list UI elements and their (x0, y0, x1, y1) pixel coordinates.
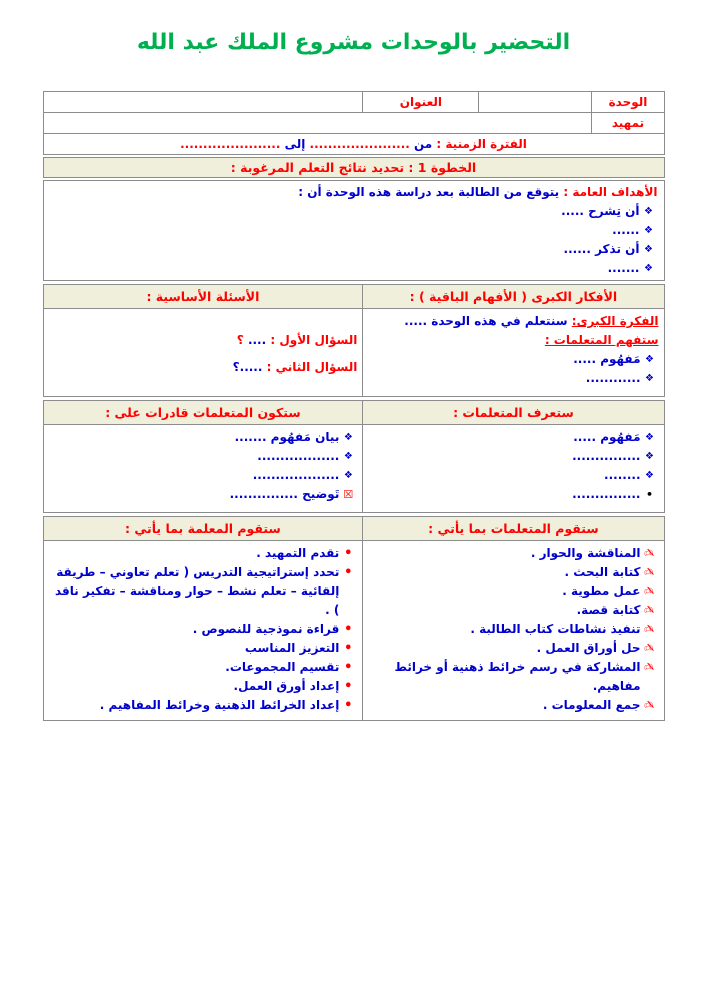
diamond-bullet-icon: ❖ (645, 354, 654, 365)
teacher-do-item (49, 563, 358, 620)
essential-questions-header: الأسئلة الأساسية : (43, 285, 363, 309)
will-know-item (368, 466, 658, 485)
title-value-cell[interactable] (43, 92, 363, 113)
unit-label: الوحدة (592, 92, 664, 113)
teacher-do-item (49, 639, 358, 658)
period-to-blank: ...................... (180, 137, 281, 151)
goal-item (50, 202, 658, 221)
learners-do-item (368, 544, 658, 563)
teacher-do-item (49, 696, 358, 715)
teacher-do-header: ستقوم المعلمة بما يأتي : (43, 517, 363, 541)
big-idea-label: الفكرة الكبرى: (571, 314, 659, 328)
diamond-bullet-icon: ❖ (343, 470, 353, 481)
will-know-body (363, 425, 664, 513)
learners-do-item-text: كتابة قصة. (576, 603, 641, 617)
learners-do-item (368, 582, 658, 601)
learners-do-item-text: جمع المعلومات . (542, 698, 641, 712)
diamond-bullet-icon: ❖ (644, 225, 653, 236)
diamond-bullet-icon: ❖ (343, 451, 353, 462)
goal-item-text: ....... (607, 261, 640, 275)
red-dot-bullet-icon: • (344, 698, 353, 713)
period-to-word: إلى (280, 137, 306, 151)
question-1-label: السؤال الأول : (266, 333, 358, 347)
able-to-item (49, 466, 358, 485)
diamond-bullet-icon: ❖ (644, 263, 653, 274)
time-period-row (43, 134, 664, 155)
will-know-item-text: ............... (572, 449, 641, 463)
question-2-blank: .....؟ (232, 360, 263, 374)
period-label: الفترة الزمنية : (432, 137, 527, 151)
will-know-item-text: ........ (604, 468, 641, 482)
diamond-bullet-icon: ❖ (645, 432, 654, 443)
teacher-do-item-text: تحدد إستراتيجية التدريس ( تعلم تعاوني – طريقة إلقائية – تعلم نشط – حوار ومناقشة – تفكير ناقد ) . (55, 565, 340, 617)
able-to-item (49, 485, 358, 504)
teacher-do-item (49, 620, 358, 639)
goals-heading-label: الأهداف العامة : (563, 185, 658, 199)
writing-hand-bullet-icon: ✍ (644, 546, 655, 560)
able-to-body (43, 425, 363, 513)
learners-do-item (368, 658, 658, 696)
essential-questions-body (43, 309, 363, 397)
unit-value-cell[interactable] (479, 92, 592, 113)
unit-header-table (43, 91, 665, 155)
red-dot-bullet-icon: • (344, 622, 353, 637)
writing-hand-bullet-icon: ✍ (644, 622, 655, 636)
teacher-do-item-text: قراءة نموذجية للنصوص . (192, 622, 340, 636)
big-idea-item-text: مَفهُوم ..... (573, 352, 641, 366)
writing-hand-bullet-icon: ✍ (644, 603, 655, 617)
page-title: التحضير بالوحدات مشروع الملك عبد الله (136, 30, 571, 55)
goal-item-text: أن تذكر ...... (563, 242, 640, 256)
able-to-item-text: ................... (252, 468, 340, 482)
activities-table (43, 516, 665, 721)
red-dot-bullet-icon: • (344, 660, 353, 675)
learners-do-item-text: المناقشة والحوار . (530, 546, 641, 560)
dot-bullet-icon: • (645, 488, 654, 501)
learners-do-item-text: حل أوراق العمل . (536, 641, 641, 655)
writing-hand-bullet-icon: ✍ (644, 660, 655, 674)
teacher-do-item-text: تقدم التمهيد . (256, 546, 340, 560)
teacher-do-item (49, 677, 358, 696)
period-from-word: من (409, 137, 433, 151)
will-know-item-text: مَفهُوم ..... (573, 430, 641, 444)
question-1-blank: .... (243, 333, 267, 347)
writing-hand-bullet-icon: ✍ (644, 641, 655, 655)
able-to-item (49, 447, 358, 466)
teacher-do-item-text: إعداد الخرائط الذهنية وخرائط المفاهيم . (99, 698, 340, 712)
big-idea-item (368, 350, 658, 369)
question-2 (49, 354, 358, 381)
diamond-bullet-icon: ❖ (644, 206, 653, 217)
intro-label: تمهيد (592, 113, 664, 134)
able-to-item-text: .................. (257, 449, 340, 463)
learners-do-item-text: تنفيذ نشاطات كتاب الطالبة . (470, 622, 641, 636)
red-dot-bullet-icon: • (344, 565, 353, 580)
goal-item-text: ...... (612, 223, 640, 237)
will-know-item (368, 447, 658, 466)
learners-do-item (368, 639, 658, 658)
big-ideas-questions-table (43, 284, 665, 397)
goals-heading-text: يتوقع من الطالبة بعد دراسة هذه الوحدة أن : (298, 185, 564, 199)
diamond-bullet-icon: ❖ (645, 470, 654, 481)
will-know-item-text: ............... (572, 487, 641, 501)
learners-do-item-text: المشاركة في رسم خرائط ذهنية أو خرائط مفاهيم. (394, 660, 641, 693)
teacher-do-item (49, 544, 358, 563)
diamond-bullet-icon: ❖ (343, 432, 353, 443)
big-idea-text: سنتعلم في هذه الوحدة ..... (404, 314, 572, 328)
will-know-header: ستعرف المتعلمات : (363, 401, 664, 425)
question-1-mark: ؟ (236, 333, 244, 347)
diamond-bullet-icon: ❖ (645, 451, 654, 462)
learners-do-item-text: عمل مطوية . (562, 584, 641, 598)
red-dot-bullet-icon: • (344, 641, 353, 656)
learners-do-item-text: كتابة البحث . (564, 565, 641, 579)
goal-item-text: أن تِشرح ..... (561, 204, 640, 218)
writing-hand-bullet-icon: ✍ (644, 584, 655, 598)
understand-label: ستفهم المتعلمات : (544, 333, 659, 347)
learners-do-item (368, 563, 658, 582)
goal-item (50, 259, 658, 278)
teacher-do-item-text: إعداد أورق العمل. (233, 679, 340, 693)
writing-hand-bullet-icon: ✍ (644, 698, 655, 712)
able-to-item-text: تَوضيح ............... (229, 487, 340, 501)
will-know-item (368, 485, 658, 504)
writing-hand-bullet-icon: ✍ (644, 565, 655, 579)
learners-do-item (368, 601, 658, 620)
title-label: العنوان (363, 92, 479, 113)
general-goals-box (43, 180, 665, 281)
will-know-item (368, 428, 658, 447)
diamond-bullet-icon: ❖ (645, 373, 654, 384)
teacher-do-item-text: تقسيم المجموعات. (225, 660, 340, 674)
learners-do-item (368, 696, 658, 715)
know-able-table (43, 400, 665, 513)
learners-do-item (368, 620, 658, 639)
teacher-do-body (43, 541, 363, 721)
learners-do-body (363, 541, 664, 721)
big-idea-item (368, 369, 658, 388)
teacher-do-item (49, 658, 358, 677)
period-from-blank: ...................... (305, 137, 410, 151)
goal-item (50, 240, 658, 259)
able-to-item (49, 428, 358, 447)
box-x-bullet-icon: ☒ (343, 488, 354, 501)
big-ideas-header: الأفكار الكبرى ( الأفهام الباقية ) : (363, 285, 664, 309)
goal-item (50, 221, 658, 240)
big-idea-item-text: ............ (585, 371, 641, 385)
able-to-header: ستكون المتعلمات قادرات على : (43, 401, 363, 425)
learners-do-header: ستقوم المتعلمات بما يأتي : (363, 517, 664, 541)
able-to-item-text: بيان مَفهُوم ....... (234, 430, 340, 444)
big-ideas-body (363, 309, 664, 397)
red-dot-bullet-icon: • (344, 679, 353, 694)
lesson-plan-document (43, 91, 665, 721)
step1-band: الخطوة 1 : تحديد نتائج التعلم المرغوبة : (43, 157, 665, 178)
question-2-label: السؤال الثاني : (262, 360, 358, 374)
question-1 (49, 327, 358, 354)
red-dot-bullet-icon: • (344, 546, 353, 561)
diamond-bullet-icon: ❖ (644, 244, 653, 255)
teacher-do-item-text: التعزيز المناسب (244, 641, 340, 655)
intro-value-cell[interactable] (43, 113, 592, 134)
